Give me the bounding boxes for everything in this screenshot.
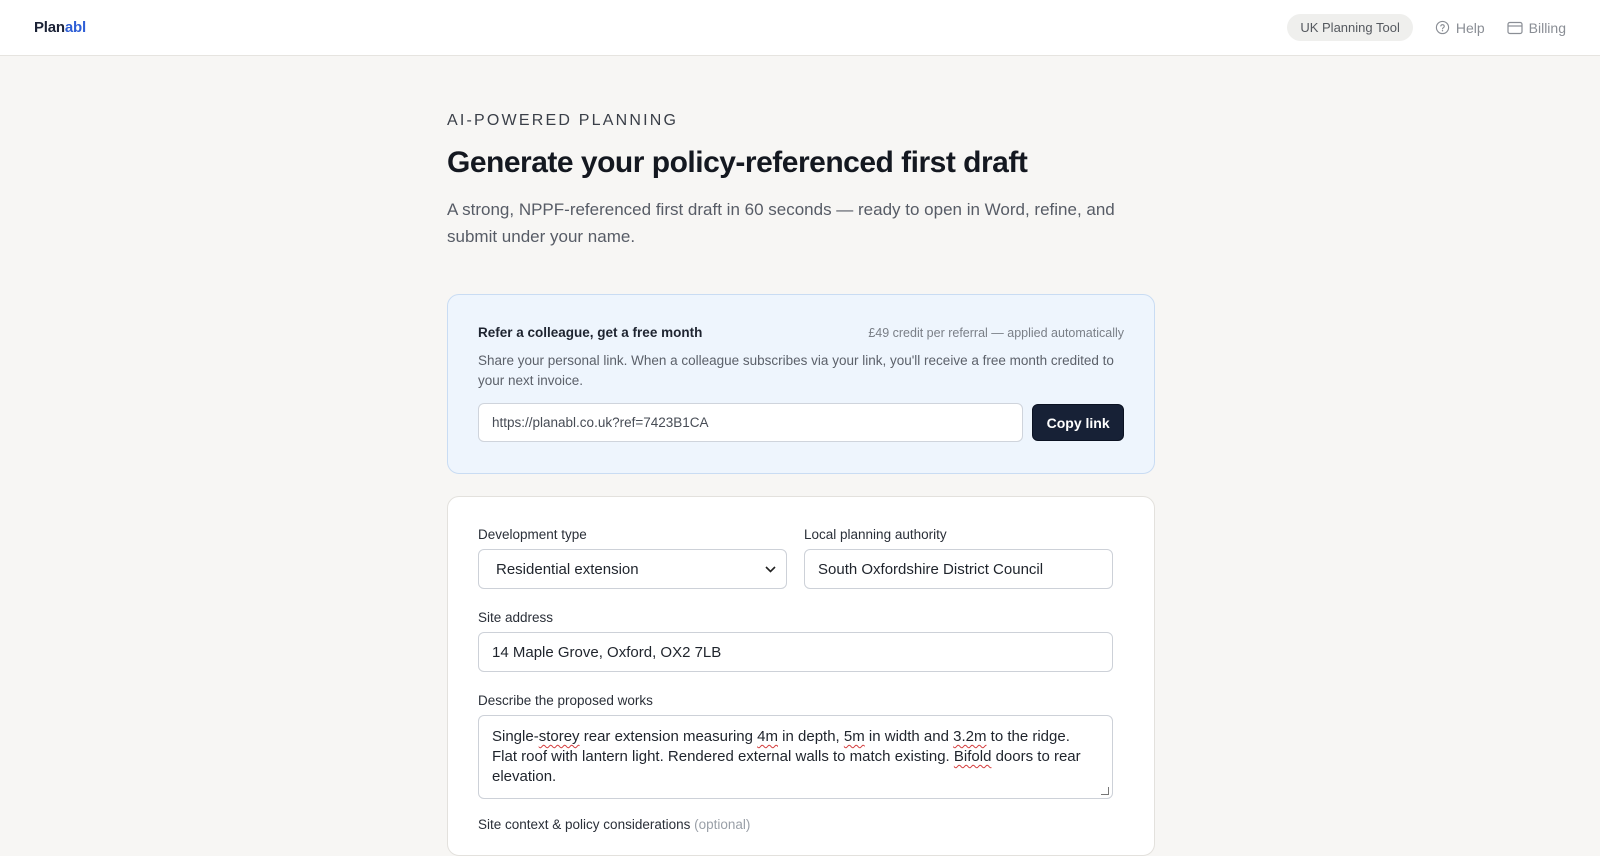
development-type-select[interactable] [478,549,787,589]
help-label: Help [1455,19,1485,36]
site-address-value: 14 Maple Grove, Oxford, OX2 7LB [492,643,722,661]
development-type-field [478,527,787,589]
main-content [447,56,1155,856]
local-planning-authority-label: Local planning authority [804,527,947,542]
works-spellcheck-word: 3.2m [953,728,987,745]
page-title: Generate your policy-referenced first draft [447,146,1028,179]
site-address-input[interactable] [478,632,1113,672]
credit-card-icon [1507,21,1523,35]
local-planning-authority-value: South Oxfordshire District Council [818,560,1044,578]
development-type-label: Development type [478,527,587,542]
logo-text-plain: Plan [34,19,65,36]
form-row-type-authority [478,527,1124,589]
site-context-label-text: Site context & policy considerations [478,817,691,832]
development-type-value: Residential extension [496,560,639,578]
optional-tag: (optional) [694,817,751,832]
planabl-logo[interactable] [34,19,86,36]
referral-header [478,325,1124,340]
referral-link-field[interactable] [478,403,1023,442]
works-text-segment: rear extension measuring [579,728,758,745]
referral-card [447,294,1155,474]
help-link[interactable] [1435,20,1485,36]
site-address-field [478,610,1124,672]
referral-link-value: https://planabl.co.uk?ref=7423B1CA [492,415,709,430]
works-text-segment: in width and [864,728,954,745]
billing-link[interactable] [1507,20,1566,36]
local-planning-authority-field [804,527,1113,589]
site-address-label: Site address [478,610,554,625]
proposed-works-label: Describe the proposed works [478,693,653,708]
works-text-segment: to the ridge. Flat roof with lantern light. Rendered external walls to match existing. [492,728,1070,765]
copy-link-button[interactable]: Copy link [1032,404,1124,441]
works-spellcheck-word: Bifold [953,748,992,765]
resize-handle[interactable] [1101,787,1109,795]
works-spellcheck-word: storey [538,728,580,745]
referral-title: Refer a colleague, get a free month [478,325,703,340]
works-text-segment: in depth, [778,728,844,745]
proposed-works-textarea[interactable] [478,715,1113,799]
works-text-segment: Single- [492,728,539,745]
header-nav [1287,14,1566,41]
chevron-down-icon [765,562,776,576]
proposed-works-field [478,693,1124,799]
works-spellcheck-word: 4m [757,728,778,745]
works-text-segment: doors to rear elevation. [492,748,1081,785]
works-spellcheck-word: 5m [843,728,865,745]
billing-label: Billing [1528,19,1566,36]
logo-text-accent: abl [64,19,86,36]
page-subtitle: A strong, NPPF-referenced first draft in 60 seconds — ready to open in Word, refine, and submit under your name. [447,200,1115,246]
referral-credit-note: £49 credit per referral — applied automatically [868,326,1124,340]
hero-eyebrow: AI-POWERED PLANNING [447,112,679,129]
help-circle-icon [1435,20,1450,35]
draft-form-card [447,496,1155,856]
referral-description: Share your personal link. When a colleague subscribes via your link, you'll receive a free month credited to your next invoice. [478,353,1114,388]
uk-planning-tool-badge: UK Planning Tool [1287,14,1413,41]
referral-link-row [478,403,1124,442]
local-planning-authority-input[interactable] [804,549,1113,589]
top-navigation-bar [0,0,1600,56]
